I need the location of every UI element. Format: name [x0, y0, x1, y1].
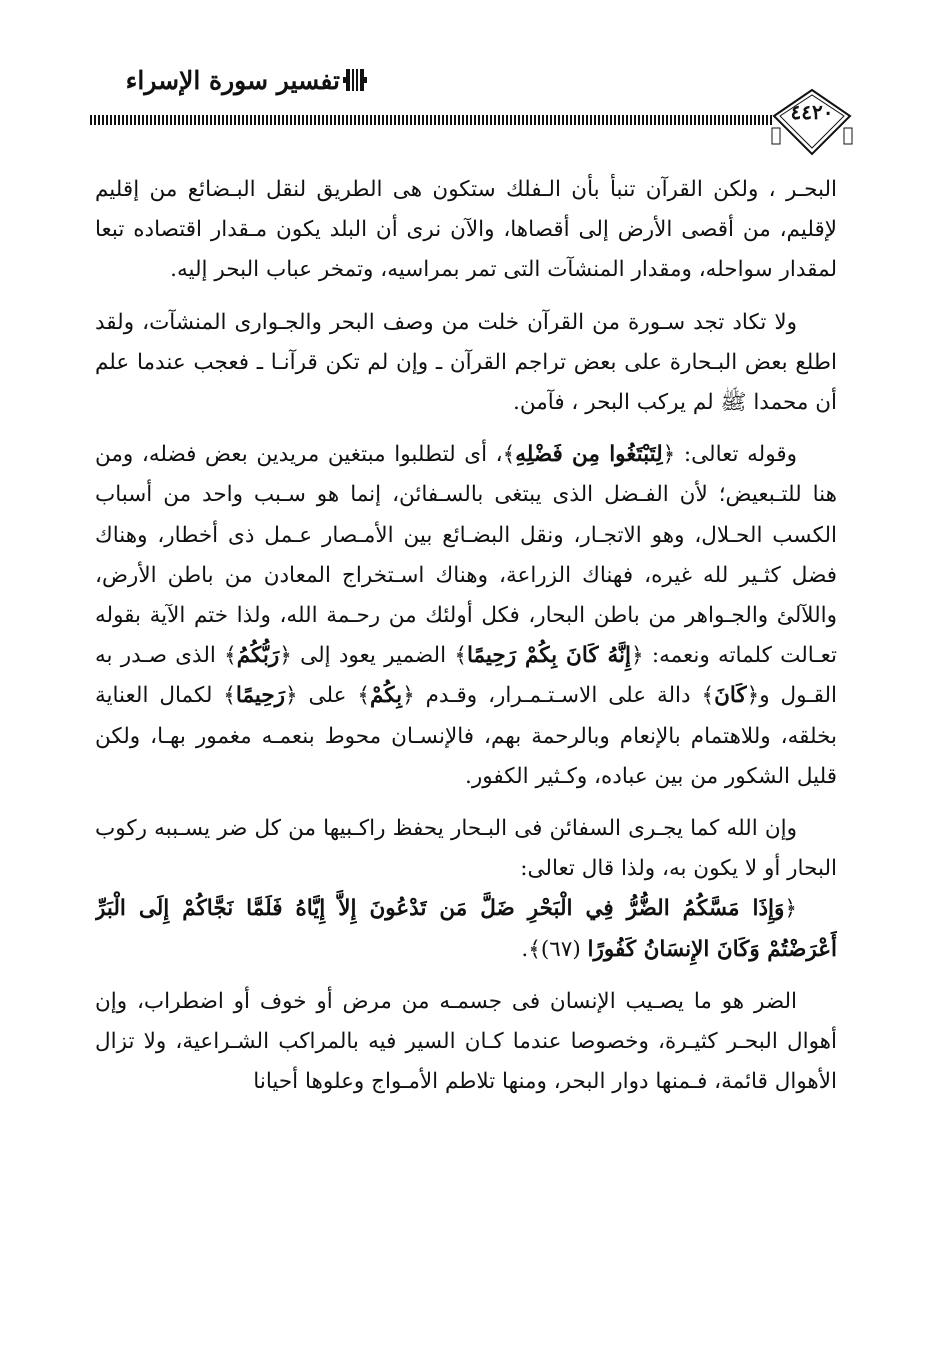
paragraph-text: الذى صـدر به القـول و [95, 643, 837, 709]
paragraph-text: على [297, 683, 358, 709]
paragraph: وقوله تعالى: ﴿لِتَبْتَغُوا مِن فَضْلِهِ﴾، أى لتطلبوا مبتغين مريدين بعض فضله، ومن هنا للتـبعيض؛ لأن الفـضل الذى يبتغى بالسـفائن، إنما هو سـبب واحد من أسباب الكسب الحـلال، وهو الاتجـار، ونقل البضـائع بين الأمـصار عـمل ذى أخطار، وهناك فضل كثـير لله غيره، فهناك الزراعة، وهناك اسـتخراج المعادن من باطن الأرض، واللآلئ والجـواهر من باطن البحار، فكل أولئك من رحـمة الله، ولذا ختم الآية بقوله تعـالت كلماته ونعمه: ﴿إِنَّهُ كَانَ بِكُمْ رَحِيمًا﴾ الضمير يعود إلى ﴿رَبُّكُمُ﴾ الذى صـدر به القـول و﴿كَانَ﴾ دالة على الاسـتـمـرار، وقـدم ﴿بِكُمْ﴾ على ﴿رَحِيمًا﴾ لكمال العناية بخلقه، وللاهتمام بالإنعام وبالرحمة بهم، فالإنسـان محوط بنعمـه مغمور بهـا، ولكن قليل الشكور من بين عباده، وكـثير الكفور. [95, 442, 837, 789]
paragraph: ولا تكاد تجد سـورة من القرآن خلت من وصف البحر والجـوارى المنشآت، ولقد اطلع بعض البـحارة على بعض تراجم القرآن ـ وإن لم تكن قرآنـا ـ فعجب عندما علم أن محمدا ﷺ لم يركب البحر ، فآمن. [95, 309, 837, 416]
page-number-badge [770, 88, 854, 158]
running-title: تفسير سورة الإسراء [125, 66, 340, 95]
paragraph-text: دالة على الاسـتـمـرار، وقـدم [414, 683, 702, 709]
quran-quote: لِتَبْتَغُوا مِن فَضْلِهِ [515, 442, 663, 468]
paragraph-text: الضمير يعود إلى [291, 643, 455, 669]
paragraph: وإن الله كما يجـرى السفائن فى البـحار يحفظ راكـبيها من كل ضر يسـببه ركوب البحار أو لا يكون به، ولذا قال تعالى: [95, 816, 837, 882]
title-ornament-icon [343, 66, 367, 94]
verse-number: (٦٧) [540, 936, 581, 962]
header-rule [90, 115, 772, 125]
paragraph-text: وقوله تعالى: [675, 442, 797, 468]
quran-quote: رَحِيمًا [235, 683, 286, 709]
page-header [0, 0, 930, 165]
paragraph-text: ، أى لتطلبوا مبتغين مريدين بعض فضله، ومن هنا للتـبعيض؛ لأن الفـضل الذى يبتغى بالسـفائن، إنما هو سـبب واحد من أسباب الكسب الحـلال، وهو الاتجـار، ونقل البضـائع بين الأمـصار عـمل ذى أخطار، وهناك فضل كثـير لله غيره، فهناك الزراعة، وهناك اسـتخراج المعادن من باطن الأرض، واللآلئ والجـواهر من باطن البحار، فكل أولئك من رحـمة الله، ولذا ختم الآية بقوله تعـالت كلماته ونعمه: [95, 442, 837, 669]
quran-quote: كَانَ [714, 683, 747, 709]
paragraph: الضر هو ما يصـيب الإنسان فى جسمـه من مرض أو خوف أو اضطراب، وإن أهوال البحـر كثيـرة، وخصوصا عندما كـان السير فيه بالمراكب الشـراعية، ولا تزال الأهوال قائمة، فـمنها دوار البحر، ومنها تلاطم الأمـواج وعلوها أحيانا [95, 988, 837, 1095]
quran-quote: بِكُمْ [369, 683, 403, 709]
quran-quote: إِنَّهُ كَانَ بِكُمْ رَحِيمًا [466, 643, 631, 669]
paragraph: البحـر ، ولكن القرآن تنبأ بأن الـفلك ستكون هى الطريق لنقل البـضائع من إقليم لإقليم، من أقصى الأرض إلى أقصاها، والآن نرى أن البلد يكون مـقدار اقتصاده تبعا لمقدار سواحله، ومقدار المنشآت التى تمر بمراسيه، وتمخر عباب البحر إليه. [95, 177, 837, 283]
paragraph-text: لكمال العناية بخلقه، وللاهتمام بالإنعام وبالرحمة بهم، فالإنسـان محوط بنعمـه مغمور بهـا، ولكن قليل الشكور من بين عباده، وكـثير الكفور. [95, 683, 837, 789]
verse-block: ﴿وَإِذَا مَسَّكُمُ الضُّرُّ فِي الْبَحْرِ ضَلَّ مَن تَدْعُونَ إِلاَّ إِيَّاهُ فَلَمَّا نَجَّاكُمْ إِلَى الْبَرِّ أَعْرَضْتُمْ وَكَانَ الإِنسَانُ كَفُورًا (٦٧)﴾. [95, 896, 837, 962]
page-body [95, 170, 837, 1360]
quran-quote: رَبُّكُمُ [236, 643, 280, 669]
page-number: ٤٤٢٠ [790, 100, 834, 124]
quran-verse: وَإِذَا مَسَّكُمُ الضُّرُّ فِي الْبَحْرِ ضَلَّ مَن تَدْعُونَ إِلاَّ إِيَّاهُ فَلَمَّا نَجَّاكُمْ إِلَى الْبَرِّ أَعْرَضْتُمْ وَكَانَ الإِنسَانُ كَفُورًا [95, 896, 837, 962]
